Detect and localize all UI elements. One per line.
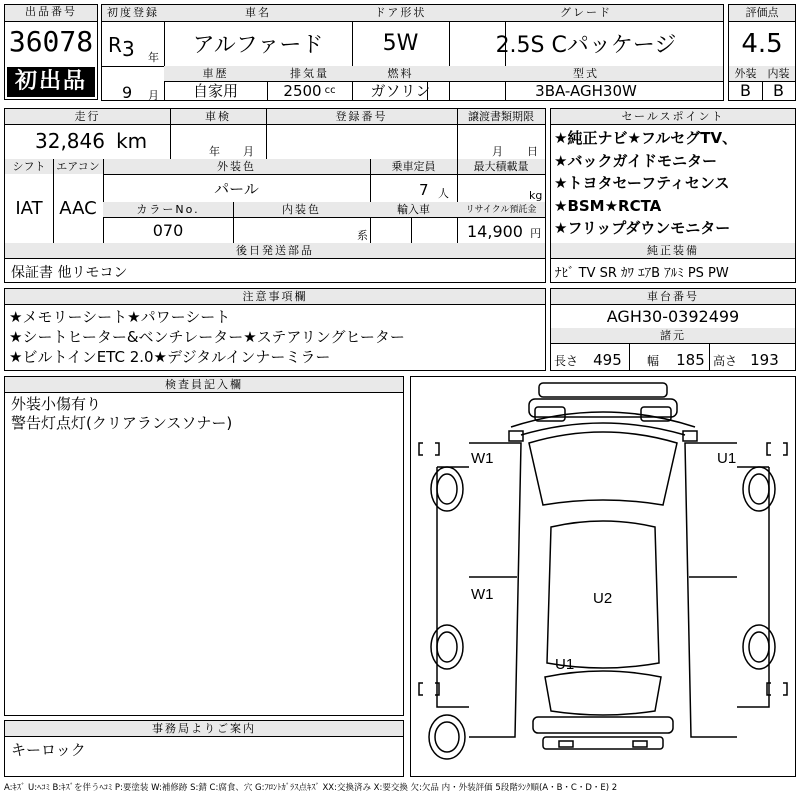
- year-unit: 年: [148, 51, 159, 64]
- recycle-unit: 円: [530, 227, 542, 240]
- door-type: 5W: [382, 31, 419, 56]
- fuel-label: 燃料: [352, 66, 449, 81]
- int-score: B: [773, 81, 784, 100]
- int-score-label: 内装: [762, 66, 795, 81]
- month-unit: 月: [148, 89, 159, 102]
- first-reg-label: 初度登録: [102, 5, 164, 21]
- int-color-unit: 系: [357, 229, 368, 242]
- score-value: 4.5: [741, 28, 783, 59]
- first-listing-badge: 初出品: [7, 67, 95, 97]
- ext-score: B: [740, 81, 751, 100]
- damage-mark: U2: [593, 590, 613, 607]
- detail-box: [4, 108, 546, 283]
- door-label: ドア形状: [352, 5, 449, 21]
- legend: A:ｷｽﾞ U:ﾍｺﾐ B:ｷｽﾞを伴うﾍｺﾐ P:要塗装 W:補修跡 S:錆 C:腐食、穴 G:ﾌﾛﾝﾄｶﾞﾗｽ点ｷｽﾞ XX:交換済み X:要交換 欠:欠品 内・外装評価 5段階ﾗﾝｸ順(A・B・C・D・E) 2: [4, 783, 618, 793]
- notes-lines: [9, 307, 405, 367]
- lot-number-box: [4, 4, 98, 100]
- sales-point: ★純正ナビ★フルセグTV、: [554, 129, 738, 147]
- chassis-label: 車台番号: [551, 289, 795, 304]
- sales-point: ★トヨタセーフティセンス: [554, 174, 730, 192]
- capacity: 7: [419, 181, 429, 199]
- capacity-unit: 人: [438, 187, 449, 200]
- history-label: 車歴: [164, 66, 267, 81]
- mileage: 32,846: [35, 129, 105, 153]
- inspection-month-unit: 月: [243, 145, 254, 158]
- model-label: 型式: [449, 66, 723, 81]
- reg-year: 3: [122, 37, 135, 61]
- grade-label: グレード: [449, 5, 723, 21]
- recycle-label: リサイクル預託金: [457, 202, 545, 217]
- shift-label: シフト: [5, 159, 53, 174]
- equipment-label: 純正装備: [551, 243, 795, 258]
- office-text: キーロック: [11, 741, 86, 759]
- color-no: 070: [152, 220, 184, 240]
- dims-label: 諸元: [551, 328, 795, 343]
- width-cell: [647, 350, 705, 369]
- capacity-label: 乗車定員: [370, 159, 457, 174]
- transfer-month-unit: 月: [492, 145, 503, 158]
- plate-label: 登録番号: [266, 109, 457, 124]
- ac-label: エアコン: [53, 159, 103, 174]
- transfer-day-unit: 日: [527, 145, 538, 158]
- sales-label: セールスポイント: [551, 109, 795, 124]
- ac: AAC: [59, 198, 97, 219]
- sales-box: [550, 108, 796, 283]
- inspector-line: 外装小傷有り: [11, 395, 102, 413]
- car-diagram-svg: [411, 377, 795, 776]
- load-label: 最大積載量: [457, 159, 545, 174]
- grade: 2.5S Cパッケージ: [495, 33, 677, 58]
- score-box: [728, 4, 796, 101]
- car-name-label: 車名: [164, 5, 352, 21]
- office-box: [4, 720, 404, 777]
- sales-point: ★フリップダウンモニター: [554, 219, 731, 237]
- car-diagram: [410, 376, 796, 777]
- transfer-label: 譲渡書類期限: [457, 109, 545, 124]
- length-cell: [554, 350, 622, 369]
- import-label: 輸入車: [370, 202, 457, 217]
- sales-point: ★BSM★RCTA: [554, 196, 662, 215]
- mileage-unit: km: [116, 129, 148, 153]
- ext-score-label: 外装: [729, 66, 762, 81]
- inspection-year-unit: 年: [209, 145, 220, 158]
- mileage-label: 走行: [5, 109, 170, 124]
- inspection-label: 車検: [170, 109, 266, 124]
- equipment: ﾅﾋﾞ TV SR ｶﾜ ｴｱB ｱﾙﾐ PS PW: [555, 266, 729, 281]
- later-parts: 保証書 他リモコン: [11, 265, 128, 281]
- height-label: 高さ: [713, 354, 738, 368]
- displacement: 2500: [283, 81, 322, 100]
- load-unit: kg: [529, 189, 543, 202]
- reg-month: 9: [122, 83, 133, 102]
- note-line: ★シートヒーター&ベンチレーター★ステアリングヒーター: [9, 328, 405, 346]
- fuel: ガソリン: [370, 82, 431, 100]
- damage-mark: U1: [555, 656, 575, 673]
- displacement-cell: [267, 81, 352, 100]
- inspector-lines: [11, 395, 232, 433]
- recycle-fee: 14,900: [467, 222, 523, 241]
- ext-color-label: 外装色: [103, 159, 370, 174]
- height-cell: [713, 350, 779, 369]
- color-no-label: カラーNo.: [103, 202, 233, 217]
- sales-point: ★バックガイドモニター: [554, 151, 717, 170]
- inspector-label: 検査員記入欄: [5, 377, 403, 392]
- lot-number: 36078: [8, 25, 94, 58]
- inspector-box: [4, 376, 404, 716]
- later-parts-label: 後日発送部品: [5, 243, 545, 258]
- damage-mark: W1: [471, 450, 494, 467]
- sales-points: [554, 127, 737, 240]
- note-line: ★メモリーシート★パワーシート: [9, 308, 231, 326]
- length-label: 長さ: [554, 354, 579, 368]
- model: 3BA-AGH30W: [535, 81, 637, 100]
- score-label: 評価点: [729, 5, 795, 21]
- damage-mark: U1: [717, 450, 737, 467]
- height: 193: [750, 351, 779, 369]
- inspector-line: 警告灯点灯(クリアランスソナー): [11, 414, 233, 432]
- lot-number-label: 出品番号: [5, 5, 97, 22]
- notes-label: 注意事項欄: [5, 289, 545, 304]
- width-label: 幅: [647, 354, 660, 368]
- mileage-cell: [35, 129, 147, 153]
- width: 185: [676, 351, 705, 369]
- displacement-label: 排気量: [267, 66, 352, 81]
- shift: IAT: [15, 198, 43, 219]
- car-info-box: [101, 4, 724, 101]
- notes-box: [4, 288, 546, 371]
- chassis-box: [550, 288, 796, 371]
- length: 495: [593, 351, 622, 369]
- era: R: [108, 33, 122, 57]
- damage-mark: W1: [471, 586, 494, 603]
- history: 自家用: [192, 82, 238, 100]
- int-color-label: 内装色: [233, 202, 370, 217]
- chassis-number: AGH30-0392499: [606, 306, 740, 326]
- displacement-unit: cc: [324, 85, 336, 96]
- note-line: ★ビルトインETC 2.0★デジタルインナーミラー: [9, 348, 331, 366]
- car-name: アルファード: [192, 33, 324, 58]
- ext-color: パール: [214, 179, 259, 198]
- recycle-cell: [467, 222, 541, 241]
- office-label: 事務局よりご案内: [5, 721, 403, 736]
